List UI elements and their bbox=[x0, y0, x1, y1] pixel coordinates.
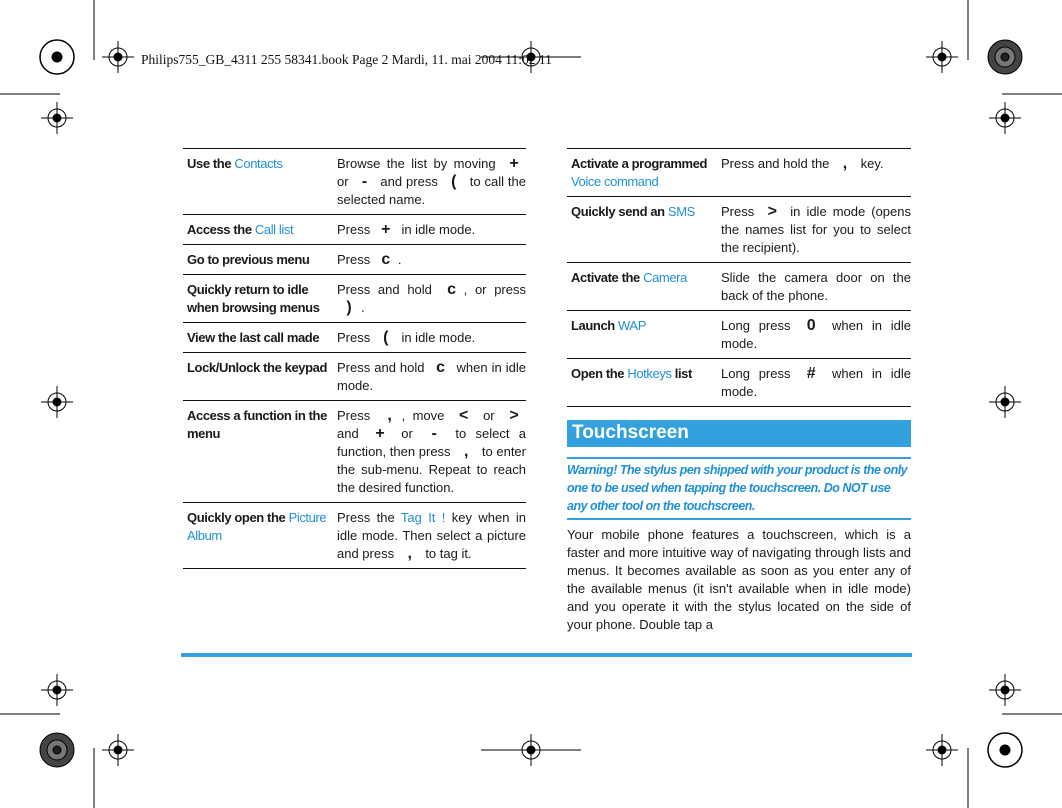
left-shortcut-rows bbox=[183, 149, 526, 569]
shortcut-label bbox=[183, 149, 337, 215]
desc-text: Long press bbox=[721, 366, 800, 381]
key-glyph: - bbox=[361, 173, 368, 190]
shortcut-label bbox=[567, 359, 721, 407]
shortcut-label bbox=[183, 323, 337, 353]
table-row bbox=[567, 311, 911, 359]
label-keyword: Hotkeys bbox=[627, 366, 672, 381]
label-text-suffix: list bbox=[671, 366, 692, 381]
shortcut-label bbox=[183, 275, 337, 323]
shortcut-label bbox=[567, 311, 721, 359]
shortcut-label bbox=[567, 149, 721, 197]
shortcut-label bbox=[567, 197, 721, 263]
desc-text: in idle mode. bbox=[397, 330, 476, 345]
shortcut-label bbox=[183, 245, 337, 275]
label-text: Activate a programmed bbox=[571, 156, 708, 171]
touchscreen-heading: Touchscreen bbox=[572, 422, 689, 443]
shortcut-description bbox=[721, 359, 911, 407]
label-text: Open the bbox=[571, 366, 628, 381]
shortcut-description bbox=[337, 323, 526, 353]
desc-text: Press and hold bbox=[337, 282, 440, 297]
label-text: Quickly send an bbox=[571, 204, 668, 219]
key-glyph: + bbox=[509, 155, 519, 172]
desc-text: when in idle mode. bbox=[337, 360, 526, 393]
left-shortcut-table bbox=[183, 148, 526, 569]
desc-keyword: Tag It ! bbox=[400, 510, 446, 525]
table-row bbox=[183, 503, 526, 569]
key-glyph: ) bbox=[346, 299, 352, 316]
label-keyword: Picture Album bbox=[187, 510, 327, 543]
shortcut-label bbox=[183, 401, 337, 503]
key-glyph: > bbox=[767, 203, 777, 220]
key-glyph: > bbox=[509, 407, 519, 424]
label-keyword: Contacts bbox=[234, 156, 283, 171]
desc-text: Press bbox=[721, 204, 761, 219]
label-text: Access the bbox=[187, 222, 255, 237]
desc-text: Press bbox=[337, 222, 374, 237]
key-glyph: , bbox=[387, 407, 392, 424]
key-glyph: , bbox=[842, 155, 848, 172]
shortcut-description bbox=[337, 245, 526, 275]
desc-text: . bbox=[397, 252, 402, 267]
desc-text: Slide the camera door on the back of the phone. bbox=[721, 270, 911, 303]
warning-rule-top bbox=[567, 457, 911, 459]
shortcut-description bbox=[337, 275, 526, 323]
desc-text: when in idle mode. bbox=[721, 318, 911, 351]
page-bottom-rule bbox=[181, 653, 912, 657]
label-text: Access a function in the menu bbox=[187, 408, 327, 441]
desc-text: Browse the list by moving bbox=[337, 156, 502, 171]
shortcut-label bbox=[183, 503, 337, 569]
desc-text: Long press bbox=[721, 318, 800, 333]
desc-text: or bbox=[391, 426, 423, 441]
table-row bbox=[567, 263, 911, 311]
table-row bbox=[567, 359, 911, 407]
desc-text: key. bbox=[857, 156, 884, 171]
desc-text: Press and hold the bbox=[721, 156, 834, 171]
label-keyword: WAP bbox=[618, 318, 646, 333]
shortcut-description bbox=[337, 149, 526, 215]
label-text: View the last call made bbox=[187, 330, 320, 345]
shortcut-label bbox=[183, 353, 337, 401]
desc-text: to select a function, then press bbox=[337, 426, 526, 459]
shortcut-description bbox=[721, 263, 911, 311]
table-row bbox=[183, 215, 526, 245]
label-text: Go to previous menu bbox=[187, 252, 310, 267]
key-glyph: ( bbox=[451, 173, 457, 190]
desc-text: and press bbox=[376, 174, 442, 189]
key-glyph: c bbox=[381, 251, 391, 268]
shortcut-description bbox=[337, 215, 526, 245]
shortcut-label bbox=[567, 263, 721, 311]
desc-text: Press bbox=[337, 252, 374, 267]
desc-text: Press and hold bbox=[337, 360, 429, 375]
desc-text: . bbox=[361, 300, 365, 315]
desc-text: Press bbox=[337, 330, 374, 345]
shortcut-description bbox=[337, 353, 526, 401]
desc-text: in idle mode (opens the names list for you to select the recipient). bbox=[721, 204, 911, 255]
label-text: Quickly return to idle when browsing menus bbox=[187, 282, 320, 315]
desc-text: in idle mode. bbox=[397, 222, 476, 237]
desc-text: to enter the sub-menu. Repeat to reach the desired function. bbox=[337, 444, 526, 495]
desc-text: to tag it. bbox=[421, 546, 472, 561]
table-row bbox=[183, 149, 526, 215]
table-row bbox=[567, 197, 911, 263]
right-shortcut-table bbox=[567, 148, 911, 407]
key-glyph: 0 bbox=[806, 317, 816, 334]
key-glyph: + bbox=[381, 221, 391, 238]
touchscreen-body: Your mobile phone features a touchscreen, which is a faster and more intuitive way of navigating through lists and menus. It becomes available as soon as you enter any of the available menus (it isn't available when in idle mode) and you operate it with the stylus located on the side of your phone. Double tap a bbox=[567, 527, 911, 632]
desc-text: Press bbox=[337, 408, 378, 423]
label-text: Quickly open the bbox=[187, 510, 289, 525]
table-row bbox=[183, 245, 526, 275]
label-text: Lock/Unlock the keypad bbox=[187, 360, 328, 375]
key-glyph: ( bbox=[383, 329, 389, 346]
label-text: Activate the bbox=[571, 270, 644, 285]
shortcut-description bbox=[721, 197, 911, 263]
desc-text: , move bbox=[401, 408, 452, 423]
desc-text: , or press bbox=[463, 282, 526, 297]
table-row bbox=[183, 401, 526, 503]
shortcut-description bbox=[337, 401, 526, 503]
label-keyword: SMS bbox=[667, 204, 695, 219]
shortcut-description bbox=[337, 503, 526, 569]
desc-text: when in idle mode. bbox=[721, 366, 911, 399]
desc-text: to call the selected name. bbox=[337, 174, 526, 207]
key-glyph: # bbox=[806, 365, 816, 382]
shortcut-description bbox=[721, 149, 911, 197]
label-keyword: Voice command bbox=[571, 174, 659, 189]
shortcut-label bbox=[183, 215, 337, 245]
desc-text: and bbox=[337, 426, 368, 441]
print-header: Philips755_GB_4311 255 58341.book Page 2 Mardi, 11. mai 2004 11:02 11 bbox=[141, 52, 552, 67]
label-text: Use the bbox=[187, 156, 235, 171]
table-row bbox=[183, 353, 526, 401]
label-keyword: Camera bbox=[643, 270, 687, 285]
key-glyph: < bbox=[459, 407, 469, 424]
label-keyword: Call list bbox=[254, 222, 294, 237]
key-glyph: c bbox=[447, 281, 457, 298]
key-glyph: - bbox=[431, 425, 437, 442]
key-glyph: , bbox=[407, 545, 412, 562]
desc-text: key when in idle mode. Then select a picture and press bbox=[337, 510, 527, 561]
table-row bbox=[183, 323, 526, 353]
shortcut-description bbox=[721, 311, 911, 359]
key-glyph: c bbox=[436, 359, 445, 376]
warning-rule-bottom bbox=[567, 518, 911, 520]
key-glyph: + bbox=[375, 425, 385, 442]
table-row bbox=[567, 149, 911, 197]
right-shortcut-rows bbox=[567, 149, 911, 407]
desc-text: or bbox=[337, 174, 353, 189]
desc-text: Press the bbox=[337, 510, 401, 525]
desc-text: or bbox=[475, 408, 502, 423]
table-row bbox=[183, 275, 526, 323]
key-glyph: , bbox=[463, 443, 469, 460]
warning-text: Warning! The stylus pen shipped with your product is the only one to be used when tapping the touchscreen. Do NOT use any other tool on the touchscreen. bbox=[567, 463, 908, 513]
label-text: Launch bbox=[571, 318, 619, 333]
